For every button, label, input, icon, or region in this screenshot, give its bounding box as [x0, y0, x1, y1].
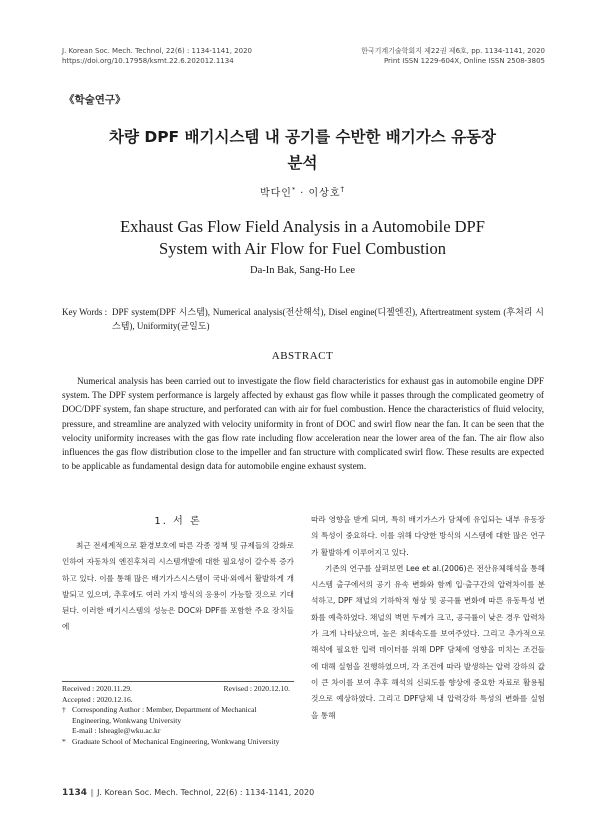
journal-citation-ko: 한국기계기술학회지 제22권 제6호, pp. 1134-1141, 2020 [361, 47, 545, 55]
title-en-line2: System with Air Flow for Fuel Combustion [159, 239, 446, 258]
footer-divider-icon: ‖ [90, 788, 95, 797]
corresponding-author [62, 705, 294, 726]
right-paragraph-1: 따라 영향을 받게 되며, 특히 배기가스가 담체에 유입되는 내부 유동장의 특성이 중요하다. 이를 위해 다양한 방식의 시스템에 대한 많은 연구가 활발하게 이루어지고 있다. [311, 515, 545, 557]
page-footer [62, 788, 314, 798]
page-title-ko [60, 124, 545, 176]
author-mark-1: * [291, 186, 296, 194]
journal-citation: J. Korean Soc. Mech. Technol, 22(6) : 1134-1141, 2020 [62, 47, 252, 55]
title-en-line1: Exhaust Gas Flow Field Analysis in a Automobile DPF [120, 217, 485, 236]
received-row [62, 684, 294, 695]
title-ko-line1: 차량 DPF 배기시스템 내 공기를 수반한 배기가스 유동장 [108, 128, 497, 146]
accepted-date: Accepted : 2020.12.16. [62, 694, 133, 704]
footer-citation: J. Korean Soc. Mech. Technol, 22(6) : 1134-1141, 2020 [97, 788, 315, 797]
right-paragraph-2: 기존의 연구를 살펴보면 Lee et al.(2006)은 전산유체해석을 통해 시스템 출구에서의 공기 유속 변화와 함께 입·출구간의 압력차이를 분석하고, DPF 채널의 기하학적 형상 및 공극률 변화에 따른 유동특성 변화를 예측하였다. 채널의 벽면 두께가 크고, 공극률이 낮은 경우 압력차가 크게 나타났으며, 높은 최대속도를 보여주었다. 그리고 추가적으로 해석에 필요한 입력 데이터를 위해 DPF 담체에 영향을 미치는 조건들에 대해 실험을 진행하였으며, 각 조건에 따라 발생하는 압력 강하의 값이 큰 차이를 보여 추후 해석의 신뢰도를 향상에 중요한 자료로 활용될 것으로 예상하였다. 그리고 DPF담체 내 압력강하 특성의 변화를 실험을 통해 [311, 563, 545, 720]
header-left [62, 46, 252, 66]
keywords-label: Key Words : [62, 307, 108, 317]
graduate-affiliation [62, 737, 294, 748]
revised-date: Revised : 2020.12.10. [223, 684, 290, 693]
title-ko-line2: 분석 [287, 154, 318, 172]
author-mark-2: † [340, 185, 345, 194]
author-ko-2: 이상호 [308, 188, 341, 199]
issn-info: Print ISSN 1229-604X, Online ISSN 2508-3805 [383, 57, 545, 65]
header-right [361, 46, 545, 66]
page-number: 1134 [62, 788, 88, 798]
left-column [62, 538, 294, 636]
graduate-text: Graduate School of Mechanical Engineering, Wonkwang University [72, 736, 280, 746]
abstract-heading: ABSTRACT [271, 350, 334, 362]
abstract-body [62, 374, 544, 473]
email-address[interactable]: E-mail : lsheagle@wku.ac.kr [72, 726, 161, 736]
intro-paragraph-1: 최근 전세계적으로 환경보호에 따른 각종 정책 및 규제들의 강화로 인하여 자동차의 엔진후처리 시스템개발에 대한 필요성이 갈수록 증가하고 있다. 이를 통해 많은 배기가스시스템이 국내·외에서 활발하게 개발되고 있으며, 추후에도 여러 가지 방식의 응용이 가능할 것으로 기대된다. 이러한 배기시스템의 성능은 DOC와 DPF를 포함한 주요 장치들에 [62, 541, 294, 632]
article-type-tag: 《학술연구》 [64, 94, 126, 106]
author-separator: · [295, 188, 309, 199]
page-title-en [60, 216, 545, 260]
corresponding-text: Corresponding Author : Member, Department of Mechanical Engineering, Wonkwang University [72, 705, 257, 725]
received-date: Received : 2020.11.29. [62, 684, 132, 693]
authors-ko [60, 184, 545, 199]
section-heading-intro: 1. 서 론 [154, 516, 202, 527]
right-column [311, 512, 545, 724]
keywords-text: DPF system(DPF 시스템), Numerical analysis(전산해석), Disel engine(디젤엔진), Aftertreatment system (후처리 시스템), Uniformity(균일도) [112, 307, 544, 331]
doi-link[interactable]: https://doi.org/10.17958/ksmt.22.6.202012.1134 [62, 57, 234, 65]
graduate-mark: * [62, 736, 66, 746]
author-ko-1: 박다인 [259, 188, 292, 199]
keywords [62, 305, 544, 333]
footnote-divider [62, 681, 294, 682]
abstract-text: Numerical analysis has been carried out to investigate the flow field characteristics for exhaust gas in automobile engine DPF system. The DPF system performance is largely affected by exhaust gas flow while it passes through the complicated geometry of DOC/DPF system, fan shape structure, and perforated can with air for fuel combustion. Hence the characteristics of fluid velocity, pressure, and streamline are analyzed with velocity uniformity in front of DOC and swirl flow near the fan. It can be seen that the velocity uniformity increases with the gas flow rate including flow acceleration near the lower area of the fan. The air flow also influences the gas flow distribution close to the impeller and fan structure with complicated swirl flow. These results are expected to be applicable as fundamental design data for automobile engine exhaust system. [62, 376, 544, 472]
corresponding-mark: † [62, 705, 66, 715]
footnotes [62, 684, 294, 748]
authors-en: Da-In Bak, Sang-Ho Lee [250, 265, 355, 276]
